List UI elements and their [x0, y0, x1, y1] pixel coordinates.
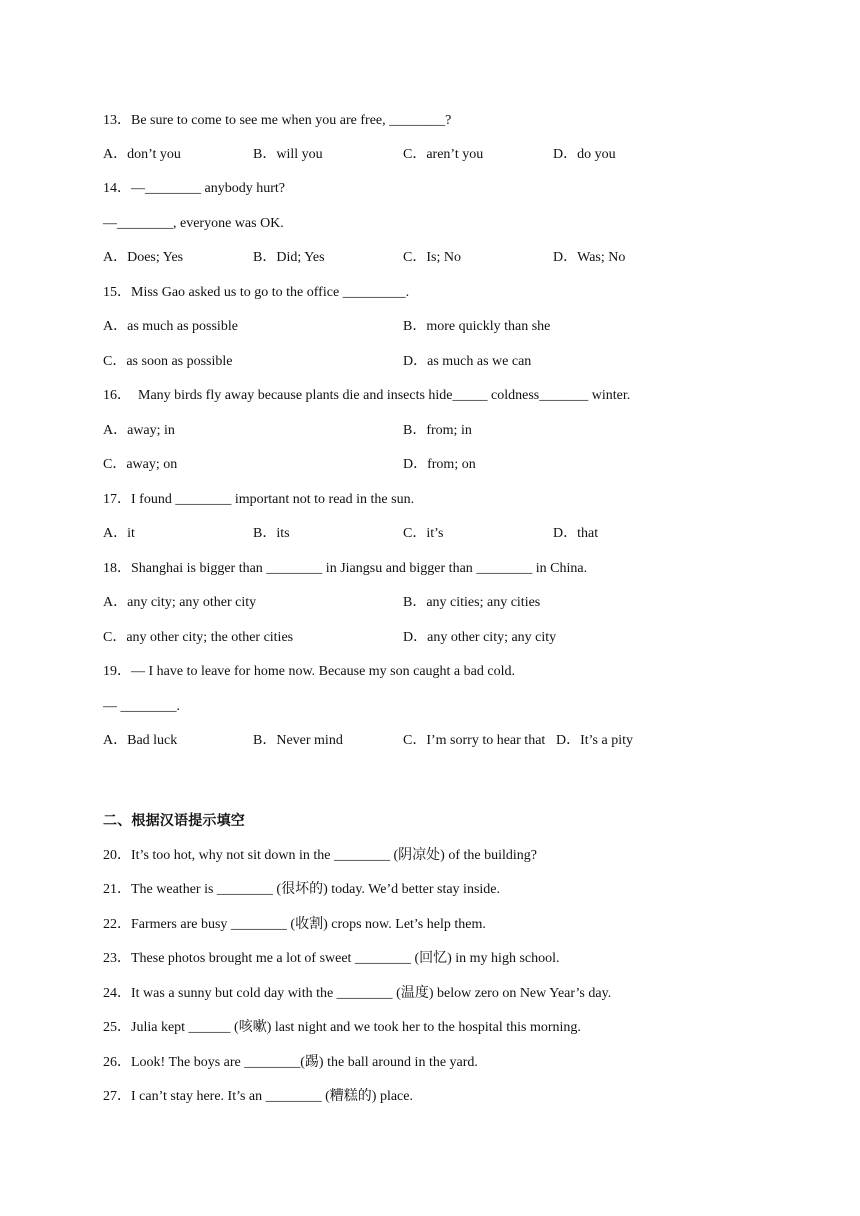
q15-option-a: A．as much as possible	[103, 319, 238, 334]
question-14-reply: —________, everyone was OK.	[103, 216, 284, 231]
question-15-stem: 15．Miss Gao asked us to go to the office _________.	[103, 285, 410, 300]
q15-option-c: C．as soon as possible	[103, 354, 233, 369]
q15-option-d: D．as much as we can	[403, 354, 532, 369]
question-26: 26．Look! The boys are ________(踢) the ball around in the yard.	[103, 1055, 478, 1070]
q19-option-c: C．I’m sorry to hear that	[403, 733, 546, 748]
q18-option-a: A．any city; any other city	[103, 595, 257, 610]
question-25: 25．Julia kept ______ (咳嗽) last night and we took her to the hospital this morning.	[103, 1020, 581, 1035]
question-24: 24．It was a sunny but cold day with the ________ (温度) below zero on New Year’s day.	[103, 986, 612, 1001]
q14-option-b: B．Did; Yes	[253, 250, 325, 265]
question-14-stem: 14．—________ anybody hurt?	[103, 181, 285, 196]
q17-option-a: A．it	[103, 526, 135, 541]
question-13-stem: 13．Be sure to come to see me when you are free, ________?	[103, 113, 452, 128]
question-16-stem: 16． Many birds fly away because plants die and insects hide_____ coldness_______ winter.	[103, 388, 631, 403]
q16-option-d: D．from; on	[403, 457, 476, 472]
q18-option-b: B．any cities; any cities	[403, 595, 541, 610]
q13-option-b: B．will you	[253, 147, 323, 162]
q18-option-c: C．any other city; the other cities	[103, 630, 294, 645]
q15-option-b: B．more quickly than she	[403, 319, 551, 334]
question-22: 22．Farmers are busy ________ (收割) crops now. Let’s help them.	[103, 917, 486, 932]
question-20: 20．It’s too hot, why not sit down in the ________ (阴凉处) of the building?	[103, 848, 537, 863]
q17-option-c: C．it’s	[403, 526, 444, 541]
q14-option-a: A．Does; Yes	[103, 250, 184, 265]
q17-option-b: B．its	[253, 526, 290, 541]
q14-option-d: D．Was; No	[553, 250, 626, 265]
question-23: 23．These photos brought me a lot of sweet ________ (回忆) in my high school.	[103, 951, 560, 966]
q19-option-b: B．Never mind	[253, 733, 343, 748]
q13-option-d: D．do you	[553, 147, 616, 162]
q13-option-a: A．don’t you	[103, 147, 181, 162]
question-19-reply: — ________.	[103, 699, 180, 714]
q16-option-a: A．away; in	[103, 423, 175, 438]
question-21: 21．The weather is ________ (很坏的) today. We’d better stay inside.	[103, 882, 501, 897]
question-17-stem: 17．I found ________ important not to read in the sun.	[103, 492, 415, 507]
question-27: 27．I can’t stay here. It’s an ________ (糟糕的) place.	[103, 1089, 413, 1104]
q16-option-b: B．from; in	[403, 423, 472, 438]
q16-option-c: C．away; on	[103, 457, 178, 472]
question-18-stem: 18．Shanghai is bigger than ________ in Jiangsu and bigger than ________ in China.	[103, 561, 588, 576]
q19-option-d: D．It’s a pity	[556, 733, 633, 748]
q17-option-d: D．that	[553, 526, 599, 541]
q18-option-d: D．any other city; any city	[403, 630, 557, 645]
q14-option-c: C．Is; No	[403, 250, 461, 265]
q19-option-a: A．Bad luck	[103, 733, 178, 748]
q13-option-c: C．aren’t you	[403, 147, 484, 162]
section-2-heading: 二、根据汉语提示填空	[103, 813, 245, 829]
question-19-stem: 19．— I have to leave for home now. Because my son caught a bad cold.	[103, 664, 515, 679]
